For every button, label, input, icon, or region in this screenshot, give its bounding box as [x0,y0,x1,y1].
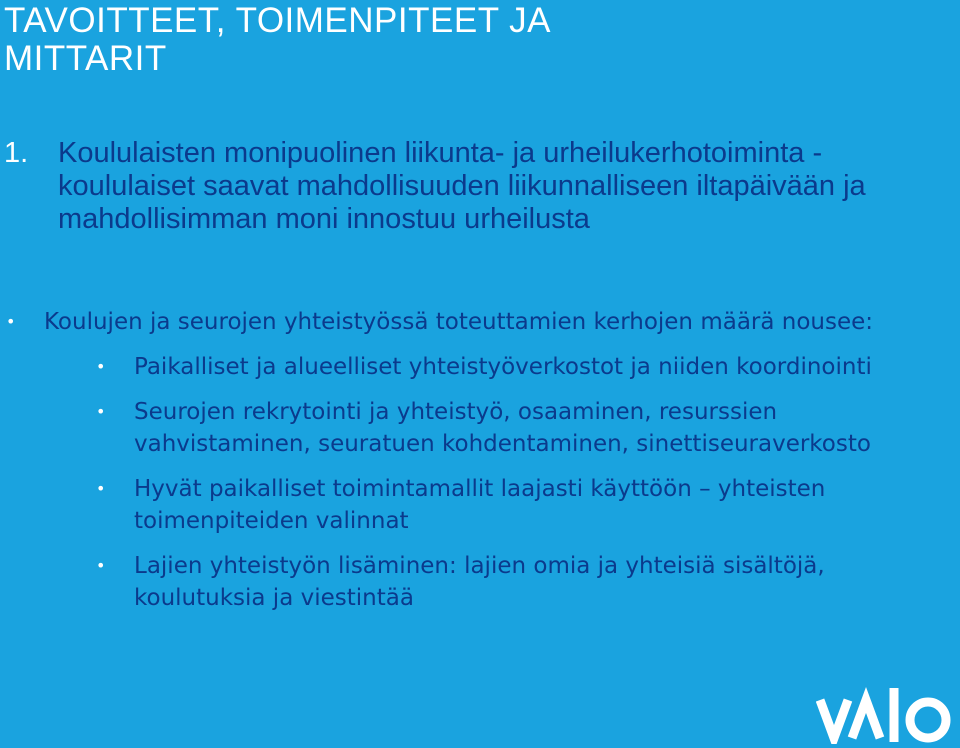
list-item [0,473,934,537]
bullet-icon: • [6,312,16,331]
slide-title [4,2,551,78]
sub-bullet-list [0,351,960,614]
sub-bullet-text: Seurojen rekrytointi ja yhteistyö, osaaminen, resurssien vahvistaminen, seuratuen kohdentaminen, sinettiseuraverkosto [134,399,871,457]
bullet-text: Koulujen ja seurojen yhteistyössä toteuttamien kerhojen määrä nousee: [44,309,874,335]
bullet-icon: • [96,556,106,575]
bullet-icon: • [96,479,106,498]
bullet-icon: • [96,357,106,376]
list-item [0,351,934,383]
list-item [0,550,934,614]
sub-bullet-text: Lajien yhteistyön lisäminen: lajien omia ja yhteisiä sisältöjä, koulutuksia ja viestintää [134,553,825,611]
list-item [0,306,924,338]
sub-bullet-text: Paikalliset ja alueelliset yhteistyöverkostot ja niiden koordinointi [134,354,872,380]
title-line-1: TAVOITTEET, TOIMENPITEET JA [4,1,552,40]
valo-logo [816,686,956,744]
bullet-icon: • [96,402,106,421]
bullet-list [0,306,960,614]
sub-bullet-text: Hyvät paikalliset toimintamallit laajasti käyttöön – yhteisten toimenpiteiden valinnat [134,476,826,534]
goal-text: Koululaisten monipuolinen liikunta- ja urheilukerhotoiminta - koululaiset saavat mahdollisuuden liikunnalliseen iltapäivään ja mahdollisimman moni innostuu urheilusta [58,137,866,235]
title-line-2: MITTARIT [4,39,167,78]
list-item [0,396,934,460]
goal-number: 1. [4,137,29,169]
numbered-goal [4,137,944,236]
